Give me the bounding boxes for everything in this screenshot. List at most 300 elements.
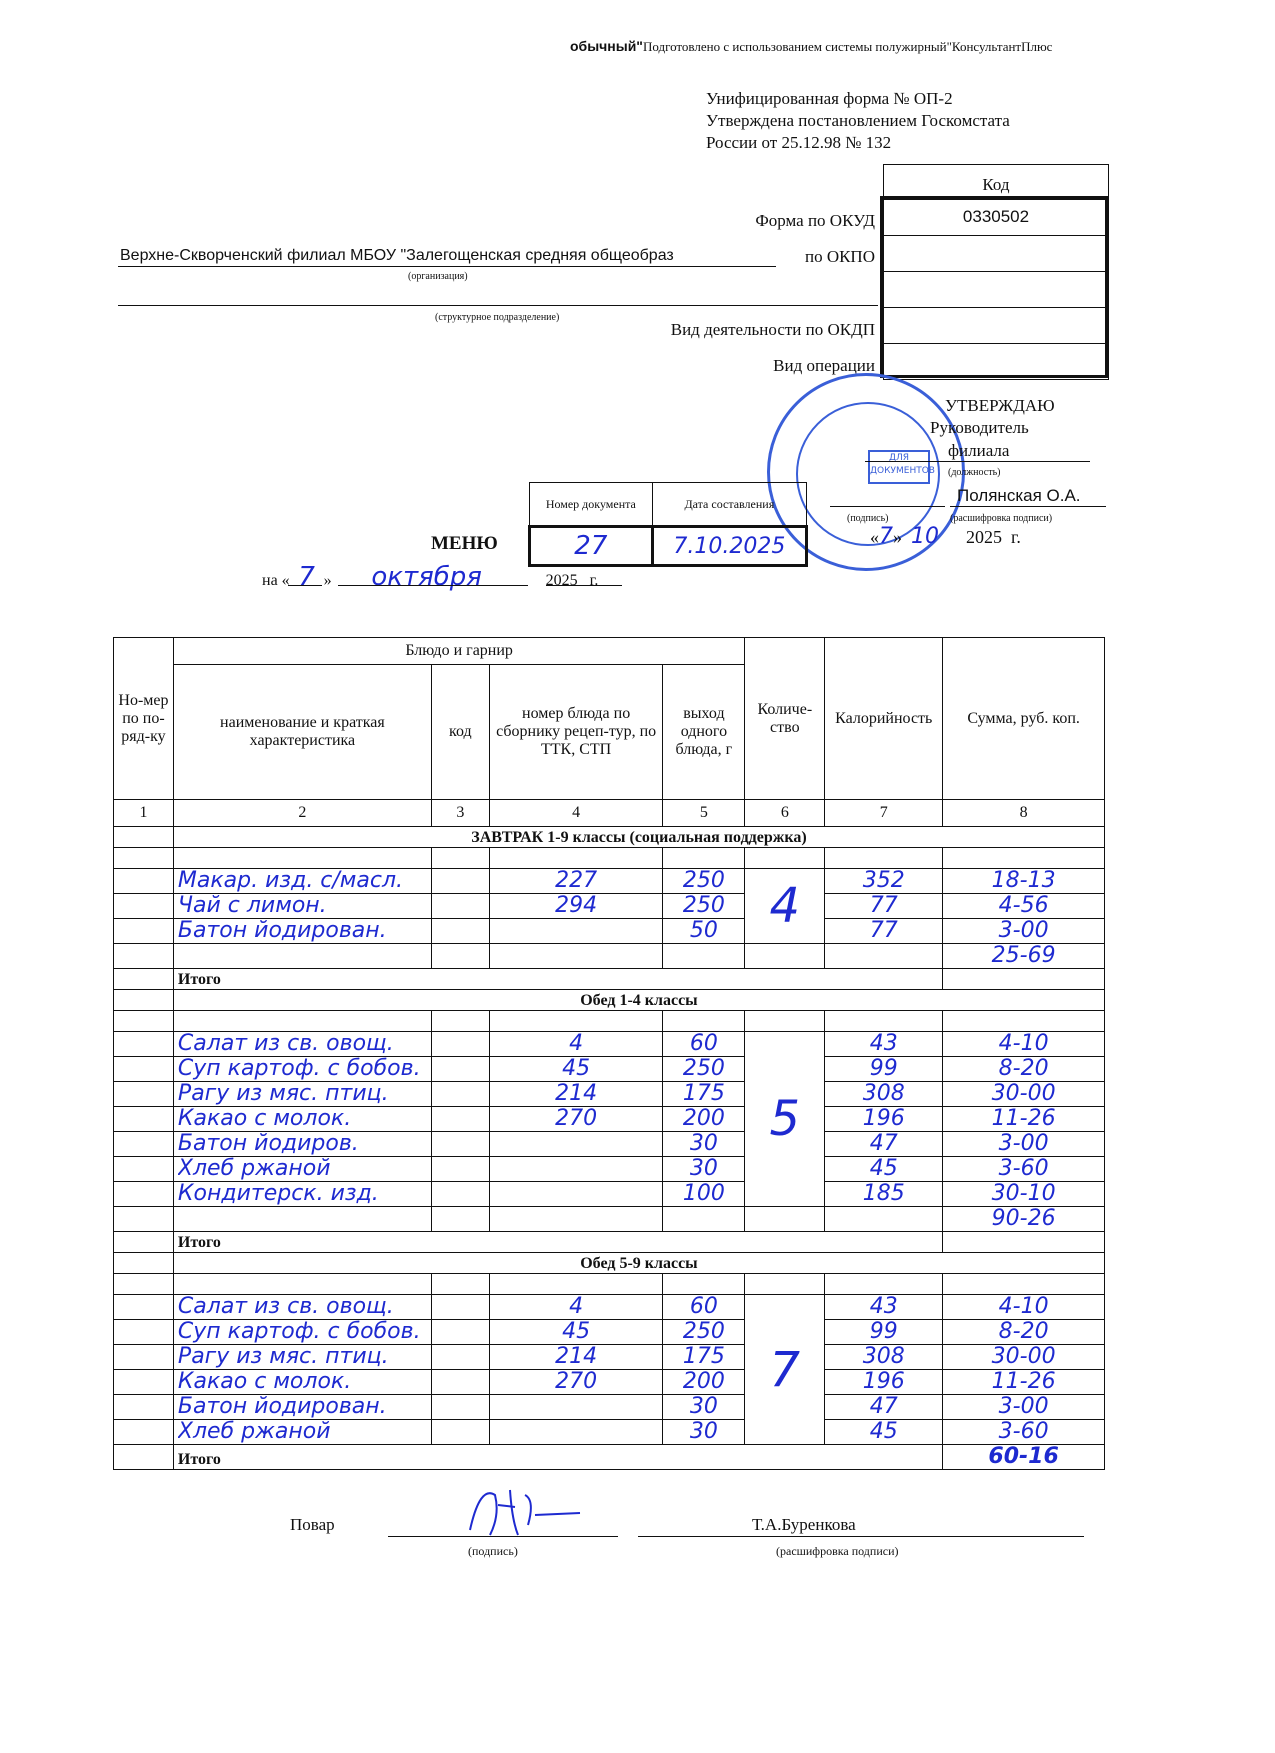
table-row <box>114 919 1105 944</box>
col-number-8: 8 <box>943 800 1105 827</box>
row-yield-text: 30 <box>689 1157 718 1181</box>
row-sum-text: 3-00 <box>998 1395 1049 1419</box>
code-head: Код <box>982 175 1010 194</box>
form-info-line2: Утверждена постановлением Госкомстата <box>706 111 1010 130</box>
blank-cell <box>114 944 174 969</box>
row-yield-text: 250 <box>682 869 725 893</box>
row-recipe-text: 4 <box>569 1295 584 1319</box>
row-num <box>114 1182 174 1207</box>
table-row <box>114 1132 1105 1157</box>
table-row <box>114 1082 1105 1107</box>
row-cal-text: 77 <box>869 894 898 918</box>
row-sum <box>943 894 1105 919</box>
blank-cell <box>825 1011 943 1032</box>
row-num <box>114 1320 174 1345</box>
row-num <box>114 1295 174 1320</box>
blank-row <box>114 1011 1105 1032</box>
row-name-text: Суп картоф. с бобов. <box>177 1320 421 1344</box>
approve-signer: Полянская О.А. <box>957 486 1081 505</box>
section-row <box>114 827 1105 848</box>
stamp-box-line2: ДОКУМЕНТОВ <box>870 466 935 476</box>
form-info <box>706 88 1010 154</box>
row-num <box>114 894 174 919</box>
row-sum <box>943 1420 1105 1445</box>
row-cal <box>825 1420 943 1445</box>
row-code <box>431 1320 489 1345</box>
row-recipe <box>489 1107 663 1132</box>
blank-cell <box>943 1274 1105 1295</box>
row-sum <box>943 919 1105 944</box>
blank-cell <box>489 848 663 869</box>
row-recipe <box>489 1420 663 1445</box>
blank-row <box>114 1274 1105 1295</box>
blank-cell <box>943 1011 1105 1032</box>
col-dish-header: Блюдо и гарнир <box>173 638 744 665</box>
document-box <box>528 482 808 567</box>
cook-signature <box>440 1475 600 1545</box>
menu-date-on: на <box>262 572 278 589</box>
col-number-2: 2 <box>173 800 431 827</box>
blank-cell <box>745 944 825 969</box>
row-cal <box>825 919 943 944</box>
row-num <box>114 1132 174 1157</box>
blank-cell <box>114 1011 174 1032</box>
blank-cell <box>825 848 943 869</box>
blank-cell <box>825 944 943 969</box>
row-name-text: Рагу из мяс. птиц. <box>177 1082 389 1106</box>
blank-cell <box>173 944 431 969</box>
cook-name: Т.А.Буренкова <box>752 1515 856 1534</box>
table-row <box>114 1107 1105 1132</box>
row-code <box>431 1107 489 1132</box>
total-label: Итого <box>173 1232 942 1253</box>
section-subtotal-text: 25-69 <box>991 944 1056 968</box>
total-value <box>943 1232 1105 1253</box>
cook-name-underline <box>638 1536 1084 1537</box>
row-name <box>173 1295 431 1320</box>
blank-cell <box>825 1207 943 1232</box>
row-num <box>114 1370 174 1395</box>
row-sum <box>943 1320 1105 1345</box>
section-title: Обед 5-9 классы <box>173 1253 1104 1274</box>
row-num <box>114 1157 174 1182</box>
row-name-text: Салат из св. овощ. <box>177 1032 394 1056</box>
row-name <box>173 1320 431 1345</box>
okpo-label: по ОКПО <box>804 247 875 266</box>
row-yield <box>663 1057 745 1082</box>
okud-label: Форма по ОКУД <box>755 211 875 230</box>
row-cal-text: 308 <box>862 1082 905 1106</box>
row-code <box>431 869 489 894</box>
col-number-1: 1 <box>114 800 174 827</box>
row-cal-text: 43 <box>869 1295 898 1319</box>
row-sum-text: 11-26 <box>991 1370 1056 1394</box>
row-cal <box>825 1057 943 1082</box>
row-sum <box>943 1107 1105 1132</box>
table-row <box>114 1395 1105 1420</box>
table-row <box>114 1295 1105 1320</box>
section-title: Обед 1-4 классы <box>173 990 1104 1011</box>
menu-month-underline <box>338 585 528 586</box>
total-value <box>943 969 1105 990</box>
row-yield <box>663 1107 745 1132</box>
row-cal-text: 47 <box>869 1132 898 1156</box>
row-yield-text: 100 <box>682 1182 725 1206</box>
row-code <box>431 1132 489 1157</box>
row-name <box>173 869 431 894</box>
blank-cell <box>663 848 745 869</box>
cook-label: Повар <box>290 1515 335 1534</box>
col-number-5: 5 <box>663 800 745 827</box>
row-recipe <box>489 1032 663 1057</box>
row-sum <box>943 1370 1105 1395</box>
row-sum-text: 30-00 <box>991 1345 1056 1369</box>
row-cal <box>825 1395 943 1420</box>
row-cal-text: 99 <box>869 1320 898 1344</box>
row-name-text: Кондитерск. изд. <box>177 1182 379 1206</box>
row-cal <box>825 1295 943 1320</box>
code-box-frame <box>880 196 1108 378</box>
row-num <box>114 1082 174 1107</box>
col-sum-header: Сумма, руб. коп. <box>943 638 1105 800</box>
row-sum-text: 4-56 <box>998 894 1049 918</box>
col-number-3: 3 <box>431 800 489 827</box>
row-yield <box>663 919 745 944</box>
blank-cell <box>663 944 745 969</box>
total-value <box>943 1445 1105 1470</box>
row-yield-text: 60 <box>689 1032 718 1056</box>
total-row <box>114 1232 1105 1253</box>
row-name-text: Суп картоф. с бобов. <box>177 1057 421 1081</box>
section-subtotal <box>943 944 1105 969</box>
row-yield <box>663 1082 745 1107</box>
row-recipe <box>489 1295 663 1320</box>
row-cal <box>825 1345 943 1370</box>
doc-number: 27 <box>530 527 653 566</box>
col-num-header: Но-мер по по-ряд-ку <box>114 638 174 800</box>
row-name-text: Какао с молок. <box>177 1107 352 1131</box>
row-recipe <box>489 1057 663 1082</box>
row-yield-text: 250 <box>682 1320 725 1344</box>
col-qty-header: Количе-ство <box>745 638 825 800</box>
row-recipe-text: 4 <box>569 1032 584 1056</box>
col-code-header: код <box>431 665 489 800</box>
row-yield-text: 30 <box>689 1420 718 1444</box>
total-row <box>114 1445 1105 1470</box>
menu-year-underline <box>546 585 622 586</box>
row-cal <box>825 1032 943 1057</box>
row-recipe-text: 270 <box>555 1107 598 1131</box>
section-num-cell <box>114 990 174 1011</box>
approve-decode-caption: (расшифровка подписи) <box>950 513 1053 524</box>
row-name-text: Хлеб ржаной <box>177 1420 331 1444</box>
blank-cell <box>489 1011 663 1032</box>
cook-decode-caption: (расшифровка подписи) <box>776 1544 899 1558</box>
table-row <box>114 1032 1105 1057</box>
row-name <box>173 1132 431 1157</box>
blank-cell <box>173 848 431 869</box>
row-name-text: Рагу из мяс. птиц. <box>177 1345 389 1369</box>
blank-cell <box>489 1207 663 1232</box>
blank-cell <box>825 1274 943 1295</box>
row-yield-text: 175 <box>682 1082 725 1106</box>
row-name <box>173 1395 431 1420</box>
approve-role1: Руководитель <box>930 418 1029 437</box>
row-recipe-text: 45 <box>562 1320 591 1344</box>
approve-sign-caption: (подпись) <box>847 513 889 524</box>
col-number-4: 4 <box>489 800 663 827</box>
blank-cell <box>663 1011 745 1032</box>
row-code <box>431 1182 489 1207</box>
row-sum <box>943 1057 1105 1082</box>
row-yield-text: 250 <box>682 894 725 918</box>
menu-day-underline <box>288 585 322 586</box>
okdp-label: Вид деятельности по ОКДП <box>670 320 875 339</box>
row-recipe <box>489 1132 663 1157</box>
section-qty: 7 <box>745 1295 825 1445</box>
approve-sign-underline <box>830 506 945 507</box>
approve-year-suffix: г. <box>1011 527 1021 547</box>
table-row <box>114 1370 1105 1395</box>
blank-cell <box>745 1274 825 1295</box>
subdivision-caption: (структурное подразделение) <box>435 312 560 323</box>
row-sum-text: 30-00 <box>991 1082 1056 1106</box>
section-num-cell <box>114 827 174 848</box>
table-row <box>114 1182 1105 1207</box>
row-name <box>173 894 431 919</box>
row-code <box>431 1395 489 1420</box>
row-name <box>173 919 431 944</box>
total-label: Итого <box>173 969 942 990</box>
row-yield-text: 175 <box>682 1345 725 1369</box>
row-code <box>431 1345 489 1370</box>
row-cal <box>825 869 943 894</box>
row-yield <box>663 1420 745 1445</box>
row-cal-text: 45 <box>869 1157 898 1181</box>
row-sum-text: 18-13 <box>991 869 1056 893</box>
okud-code: 0330502 <box>884 199 1108 236</box>
row-name-text: Батон йодирован. <box>177 1395 387 1419</box>
row-yield-text: 30 <box>689 1132 718 1156</box>
col-recipe-header: номер блюда по сборнику рецеп-тур, по ТТК, СТП <box>489 665 663 800</box>
doc-date: 7.10.2025 <box>652 527 806 566</box>
blank-cell <box>431 944 489 969</box>
form-info-line3: России от 25.12.98 № 132 <box>706 133 892 152</box>
row-yield-text: 200 <box>682 1370 725 1394</box>
row-yield-text: 30 <box>689 1395 718 1419</box>
row-num <box>114 1032 174 1057</box>
row-yield-text: 50 <box>689 919 718 943</box>
row-sum-text: 3-00 <box>998 919 1049 943</box>
menu-date: на « 7 » октября 2025 г. <box>262 562 599 592</box>
approve-role2: филиала <box>948 441 1010 460</box>
row-code <box>431 1057 489 1082</box>
row-sum <box>943 1182 1105 1207</box>
row-sum-text: 30-10 <box>991 1182 1056 1206</box>
row-name-text: Батон йодиров. <box>177 1132 359 1156</box>
row-recipe <box>489 919 663 944</box>
row-sum-text: 8-20 <box>998 1320 1049 1344</box>
row-name <box>173 1182 431 1207</box>
row-cal-text: 352 <box>862 869 905 893</box>
table-row <box>114 1320 1105 1345</box>
row-name <box>173 1345 431 1370</box>
row-sum-text: 11-26 <box>991 1107 1056 1131</box>
row-sum-text: 4-10 <box>998 1032 1049 1056</box>
table-row <box>114 1420 1105 1445</box>
row-sum <box>943 1132 1105 1157</box>
position-caption: (должность) <box>948 467 1001 478</box>
row-yield-text: 60 <box>689 1295 718 1319</box>
menu-year-suffix: г. <box>589 572 599 589</box>
row-recipe-text: 45 <box>562 1057 591 1081</box>
row-cal-text: 77 <box>869 919 898 943</box>
row-num <box>114 919 174 944</box>
row-cal <box>825 1082 943 1107</box>
row-num <box>114 1420 174 1445</box>
section-qty: 5 <box>745 1032 825 1207</box>
blank-cell <box>173 1207 431 1232</box>
row-code <box>431 1370 489 1395</box>
blank-row <box>114 848 1105 869</box>
section-subtotal <box>943 1207 1105 1232</box>
row-recipe-text: 227 <box>555 869 598 893</box>
row-code <box>431 894 489 919</box>
row-sum <box>943 1032 1105 1057</box>
col-number-6: 6 <box>745 800 825 827</box>
blank-cell <box>431 848 489 869</box>
blank-cell <box>489 1274 663 1295</box>
subtotal-row <box>114 944 1105 969</box>
row-recipe <box>489 1370 663 1395</box>
row-name-text: Хлеб ржаной <box>177 1157 331 1181</box>
table-row <box>114 1057 1105 1082</box>
section-row <box>114 1253 1105 1274</box>
approve-name-underline <box>950 506 1106 507</box>
blank-cell <box>431 1274 489 1295</box>
row-cal-text: 196 <box>862 1107 905 1131</box>
row-name <box>173 1057 431 1082</box>
row-yield <box>663 1132 745 1157</box>
section-num-cell <box>114 1253 174 1274</box>
row-recipe <box>489 894 663 919</box>
row-code <box>431 1032 489 1057</box>
blank-cell <box>663 1207 745 1232</box>
row-num <box>114 1345 174 1370</box>
total-num-cell <box>114 1445 174 1470</box>
row-yield <box>663 1395 745 1420</box>
row-recipe <box>489 1082 663 1107</box>
approve-year: 2025 <box>966 527 1002 547</box>
menu-day: 7 <box>298 562 315 592</box>
col-cal-header: Калорийность <box>825 638 943 800</box>
blank-cell <box>745 1011 825 1032</box>
row-sum-text: 3-60 <box>998 1157 1049 1181</box>
row-cal <box>825 1107 943 1132</box>
row-yield-text: 250 <box>682 1057 725 1081</box>
blank-cell <box>431 1011 489 1032</box>
row-cal <box>825 1370 943 1395</box>
row-recipe-text: 214 <box>555 1082 598 1106</box>
section-subtotal-text: 90-26 <box>991 1207 1056 1231</box>
row-sum-text: 4-10 <box>998 1295 1049 1319</box>
org-underline <box>118 266 776 267</box>
row-recipe <box>489 1157 663 1182</box>
total-value-text: 60-16 <box>988 1445 1059 1469</box>
row-sum <box>943 1395 1105 1420</box>
col-name-header: наименование и краткая характеристика <box>173 665 431 800</box>
approve-date: «7» 10 2025 г. <box>870 524 1021 549</box>
blank-cell <box>173 1274 431 1295</box>
row-name <box>173 1082 431 1107</box>
blank-cell <box>114 848 174 869</box>
position-underline <box>865 461 1090 462</box>
row-num <box>114 1107 174 1132</box>
blank-cell <box>745 1207 825 1232</box>
row-recipe <box>489 1395 663 1420</box>
total-row <box>114 969 1105 990</box>
blank-cell <box>489 944 663 969</box>
doc-number-head: Номер документа <box>530 483 653 527</box>
row-code <box>431 1157 489 1182</box>
row-recipe-text: 270 <box>555 1370 598 1394</box>
row-yield <box>663 869 745 894</box>
row-yield <box>663 1295 745 1320</box>
operation-label: Вид операции <box>773 356 875 375</box>
header-prefix: обычный" <box>570 38 643 54</box>
row-code <box>431 919 489 944</box>
blank-cell <box>943 848 1105 869</box>
row-sum <box>943 869 1105 894</box>
row-cal-text: 196 <box>862 1370 905 1394</box>
row-sum <box>943 1082 1105 1107</box>
form-info-line1: Унифицированная форма № ОП-2 <box>706 89 953 108</box>
row-recipe-text: 214 <box>555 1345 598 1369</box>
row-num <box>114 1395 174 1420</box>
row-cal <box>825 1132 943 1157</box>
row-yield <box>663 1032 745 1057</box>
row-name-text: Макар. изд. с/масл. <box>177 869 404 893</box>
row-sum <box>943 1345 1105 1370</box>
row-yield-text: 200 <box>682 1107 725 1131</box>
row-yield <box>663 1157 745 1182</box>
table-row <box>114 894 1105 919</box>
row-sum-text: 3-00 <box>998 1132 1049 1156</box>
menu-table <box>113 637 1105 1470</box>
table-row <box>114 869 1105 894</box>
row-name-text: Салат из св. овощ. <box>177 1295 394 1319</box>
row-cal <box>825 894 943 919</box>
row-recipe <box>489 1345 663 1370</box>
row-cal-text: 185 <box>862 1182 905 1206</box>
approve-month: 10 <box>911 524 939 549</box>
menu-year: 2025 <box>545 572 578 589</box>
organization-name: Верхне-Скворченский филиал МБОУ "Залегощенская средняя общеобраз <box>120 247 674 264</box>
table-row <box>114 1157 1105 1182</box>
row-num <box>114 1057 174 1082</box>
row-yield <box>663 1345 745 1370</box>
total-num-cell <box>114 969 174 990</box>
subtotal-row <box>114 1207 1105 1232</box>
blank-cell <box>745 848 825 869</box>
row-cal-text: 43 <box>869 1032 898 1056</box>
row-name <box>173 1420 431 1445</box>
row-yield <box>663 1320 745 1345</box>
row-cal <box>825 1320 943 1345</box>
blank-cell <box>431 1207 489 1232</box>
stamp-box-line1: ДЛЯ <box>888 453 910 463</box>
row-num <box>114 869 174 894</box>
